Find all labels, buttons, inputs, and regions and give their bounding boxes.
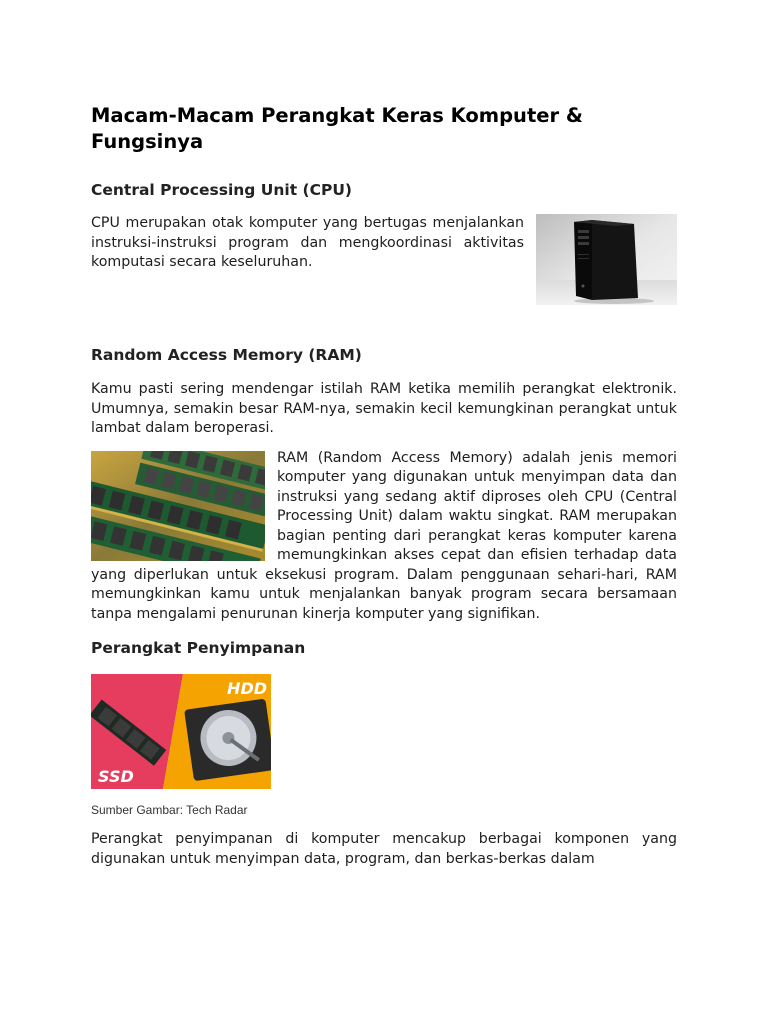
page-title: Macam-Macam Perangkat Keras Komputer & Fungsinya (91, 104, 583, 153)
ram-paragraph-intro: Kamu pasti sering mendengar istilah RAM ketika memilih perangkat elektronik. Umumnya, semakin besar RAM-nya, semakin kecil kemungkinan perangkat untuk lambat dalam beroperasi. (91, 381, 677, 436)
ram-paragraph-detail: RAM (Random Access Memory) adalah jenis memori komputer yang digunakan untuk menyimpan data dan instruksi yang sedang aktif diproses oleh CPU (Central Processing Unit) dalam waktu singkat. RAM merupakan bagian penting dari perangkat keras komputer karena memungkinkan akses cepat dan efisien terhadap data yang diperlukan untuk eksekusi program. Dalam penggunaan sehari-hari, RAM memungkinkan kamu untuk menjalankan banyak program secara bersamaan tanpa mengalami penurunan kinerja komputer yang signifikan. (91, 449, 677, 622)
hdd-label: HDD (227, 679, 267, 698)
ssd-label: SSD (98, 767, 134, 786)
image-caption: Sumber Gambar: Tech Radar (91, 803, 248, 817)
ssd-hdd-image (91, 674, 271, 789)
cpu-tower-image (536, 214, 677, 305)
heading-ram: Random Access Memory (RAM) (91, 346, 362, 364)
heading-storage: Perangkat Penyimpanan (91, 639, 306, 657)
ram-section-body (91, 449, 677, 625)
storage-paragraph: Perangkat penyimpanan di komputer mencakup berbagai komponen yang digunakan untuk menyimpan data, program, dan berkas-berkas dalam (91, 831, 677, 867)
document-page (91, 103, 677, 869)
ram-modules-image (91, 451, 265, 561)
cpu-paragraph: CPU merupakan otak komputer yang bertugas menjalankan instruksi-instruksi program dan mengkoordinasi aktivitas komputasi secara keseluruhan. (91, 215, 524, 270)
cpu-section (91, 214, 677, 306)
heading-cpu: Central Processing Unit (CPU) (91, 181, 353, 199)
